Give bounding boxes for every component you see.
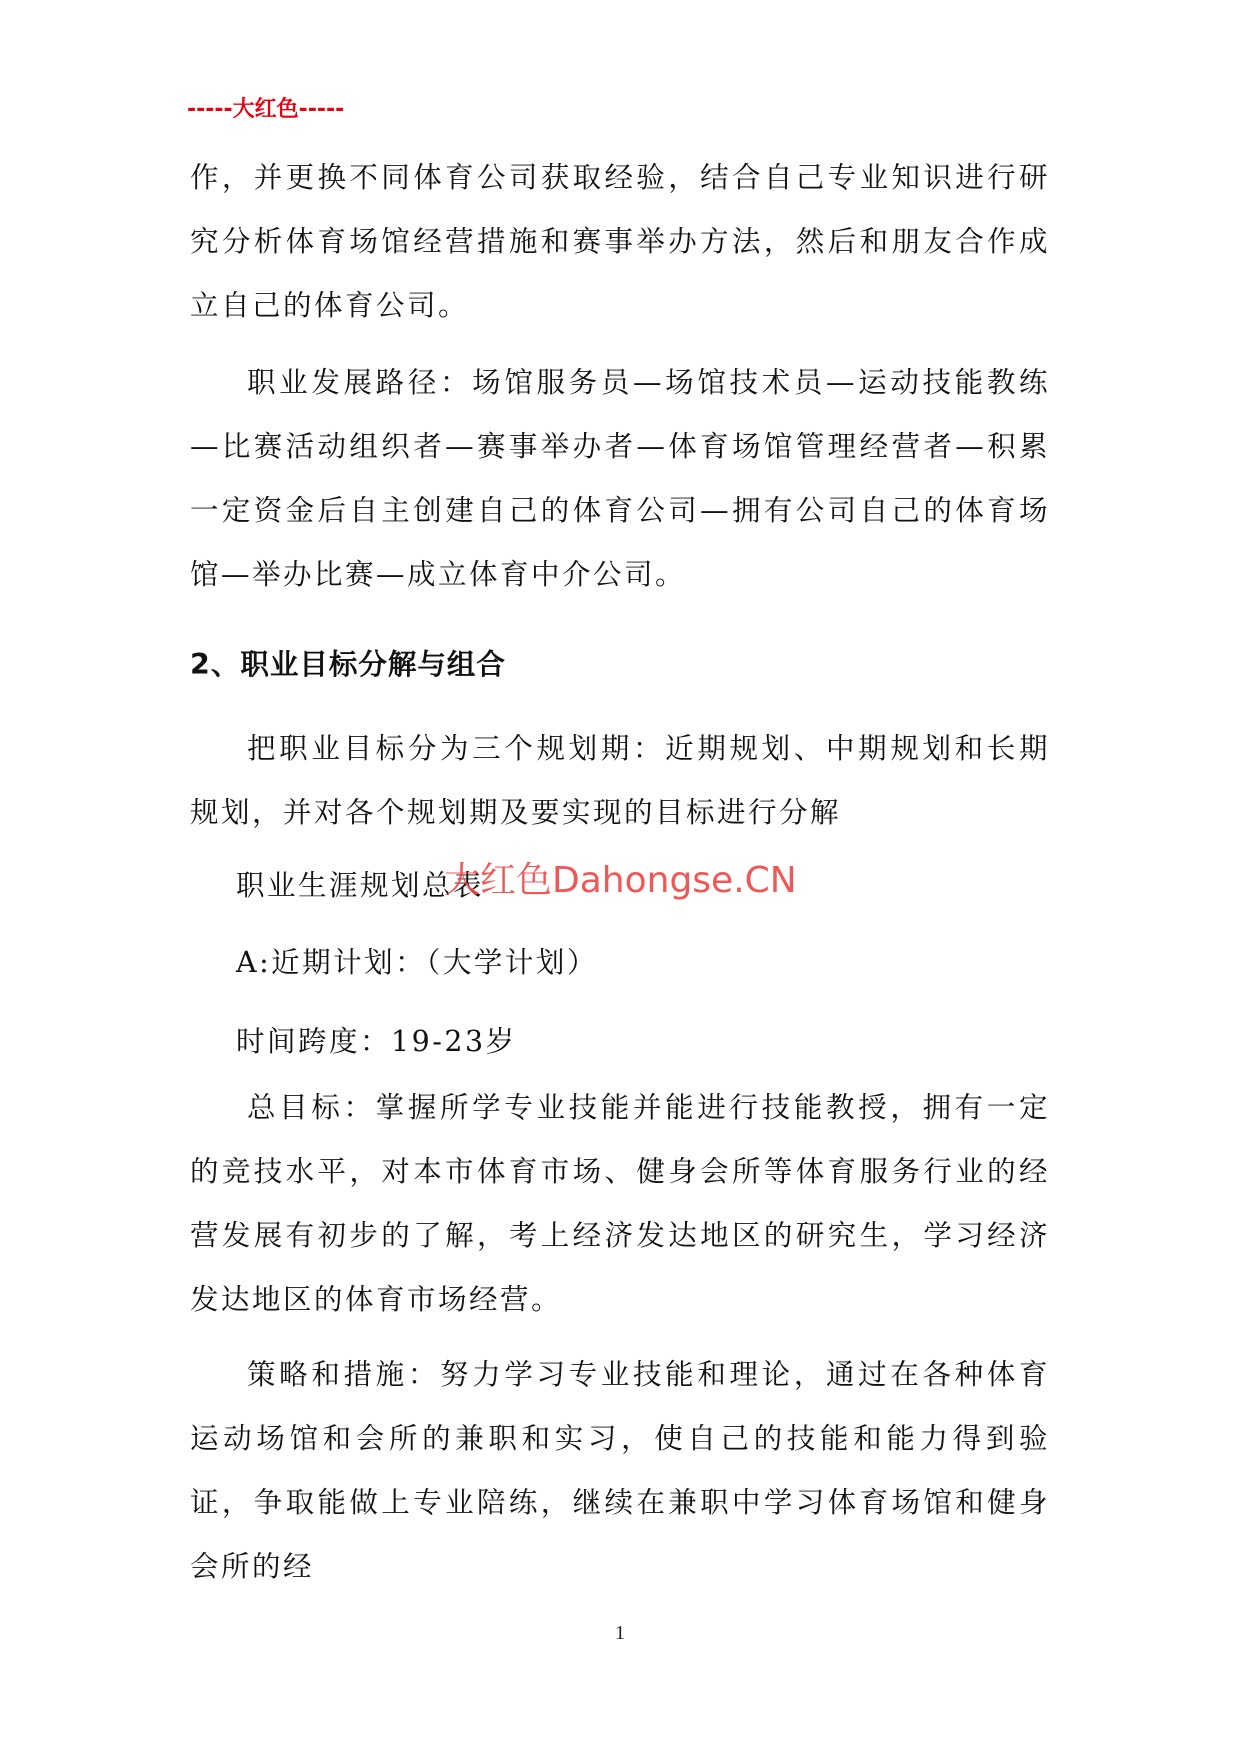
watermark-text: 大红色Dahongse.CN — [444, 860, 797, 901]
section-heading: 2、职业目标分解与组合 — [190, 648, 506, 681]
time-span-line: 时间跨度：19-23岁 — [236, 1025, 517, 1058]
table-title-line: 职业生涯规划总表 — [236, 869, 485, 902]
near-term-plan-line: A:近期计划：（大学计划） — [236, 946, 598, 979]
paragraph-continuation: 作，并更换不同体育公司获取经验，结合自己专业知识进行研究分析体育场馆经营措施和赛事举办方法，然后和朋友合作成立自己的体育公司。 — [190, 161, 1050, 322]
paragraph-overall-goal: 总目标：掌握所学专业技能并能进行技能教授，拥有一定的竞技水平，对本市体育市场、健身会所等体育服务行业的经营发展有初步的了解，考上经济发达地区的研究生，学习经济发达地区的体育市场经营。 — [190, 1091, 1050, 1316]
paragraph-career-path: 职业发展路径：场馆服务员—场馆技术员—运动技能教练—比赛活动组织者—赛事举办者—体育场馆管理经营者—积累一定资金后自主创建自己的体育公司—拥有公司自己的体育场馆—举办比赛—成立体育中介公司。 — [190, 366, 1050, 591]
page-number: 1 — [615, 1622, 625, 1644]
paragraph-goal-decomposition: 把职业目标分为三个规划期：近期规划、中期规划和长期规划，并对各个规划期及要实现的目标进行分解 — [190, 732, 1050, 829]
paragraph-strategy: 策略和措施：努力学习专业技能和理论，通过在各种体育运动场馆和会所的兼职和实习，使自己的技能和能力得到验证，争取能做上专业陪练，继续在兼职中学习体育场馆和健身会所的经 — [190, 1358, 1050, 1583]
header-banner: -----大红色----- — [187, 97, 345, 122]
